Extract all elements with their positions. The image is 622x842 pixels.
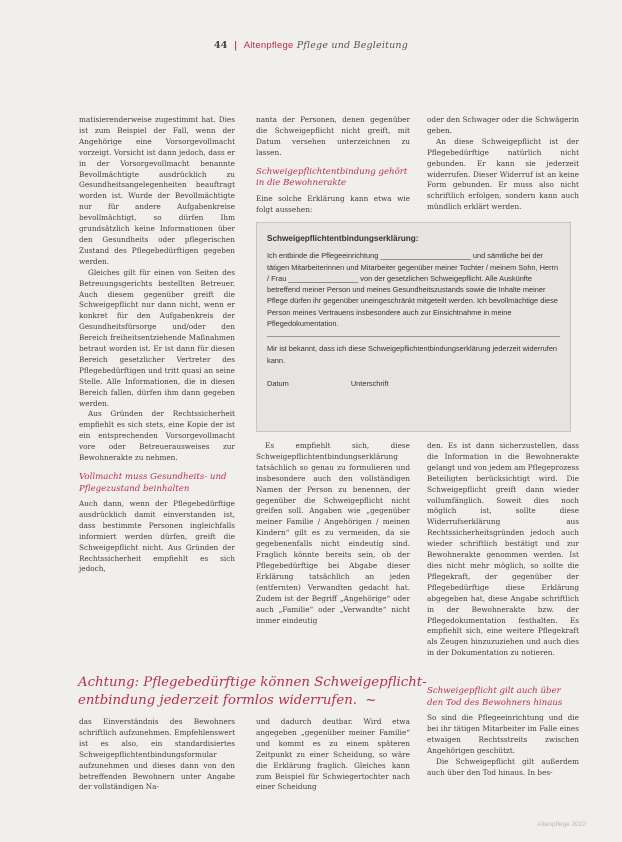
column-2-bottom — [256, 717, 410, 793]
column-1-top — [79, 115, 235, 575]
date-label: Datum — [267, 378, 289, 388]
running-header — [0, 40, 622, 51]
callout-quote — [78, 674, 438, 710]
column-3-middle — [427, 441, 579, 659]
column-2-top — [256, 115, 410, 215]
callout-line-text: entbindung jederzeit formlos widerrufen. — [78, 693, 357, 708]
paragraph: Die Schweigepflicht gilt außerdem auch über den Tod hinaus. In bes- — [427, 756, 579, 777]
page-number: 44 — [213, 40, 228, 51]
paragraph: Eine solche Erklärung kann etwa wie folgt aussehen: — [256, 193, 410, 214]
form-revoke-note: Mir ist bekannt, dass ich diese Schweigepflichtentbindungserklärung jederzeit widerrufen kann. — [267, 344, 558, 365]
column-3-bottom — [427, 686, 579, 778]
divider — [267, 336, 560, 337]
paragraph: oder den Schwager oder die Schwägerin geben. — [427, 115, 579, 135]
paragraph: nanta der Personen, denen gegenüber die Schweigepflicht nicht greift, mit Datum versehen unterzeichnen zu lassen. — [256, 115, 410, 157]
header-separator: | — [233, 40, 238, 51]
paragraph: An diese Schweigepflicht ist der Pflegebedürftige natürlich nicht gebunden. Er kann sie jederzeit widerrufen. Dieser Widerruf ist an keine Form gebunden. Er muss also nicht schriftlich erfolgen, sondern kann auch mündlich erklärt werden. — [427, 136, 579, 212]
footer-text: Altenpflege 2022 — [537, 821, 586, 828]
signature-label: Unterschrift — [350, 378, 389, 388]
paragraph: Gleiches gilt für einen von Seiten des Betreuungsgerichts bestellten Betreuer. Auch diesem gegenüber greift die Schweigepflicht nur dann nicht, wenn er konkret für den Aufgabenkreis der Gesundheitsfürsorge und/oder den Bereich freiheitsentziehende Maßnahmen betraut worden ist. Er ist dann für diesen Bereich gesetzlicher Vertreter des Pflegebedürftigen und tritt quasi an seine Stelle. Alle Informationen, die in diesen Bereich fallen, dürfen ihm dann gegeben werden. — [79, 267, 235, 408]
paragraph: Es empfiehlt sich, diese Schweigepflichtentbindungserklärung tatsächlich so genau zu formulieren und insbesondere auch den vollständigen Namen der Person zu benennen, der gegenüber die Schweigepflicht nicht greifen soll. Angaben wie „gegenüber meiner Familie / Angehörigen / meinen Kindern“ gilt es zu vermeiden, da sie gegebenenfalls nicht eindeutig sind. Fraglich könnte bereits sein, ob der Pflegebedürftige bei Abgabe dieser Erklärung tatsächlich an jeden (entfernten) Verwandten gedacht hat. Zudem ist der Begriff „Angehörige“ oder auch „Familie“ oder „Verwandte“ nicht immer eindeutig — [256, 441, 410, 625]
column-2-middle — [256, 441, 410, 626]
form-body: Ich entbinde die Pflegeeinrichtung ______________________ und sämtliche bei der tätigen Mitarbeiterinnen und Mitarbeiter gegenüber meiner Tochter / meinem Sohn, Herrn / Frau _________________ von der gesetzlichen Schweigepflicht. Alle Auskünfte betreffend meiner Person und meines Gesundheitszustands sowie die Inhalte meiner Pflege dürfen ihr gegenüber uneingeschränkt mitgeteilt werden. Ich bevollmächtige diese Person meines Vertrauens insbesondere auch zur Einsichtnahme in meine Pflegedokumentation. — [267, 251, 559, 329]
paragraph: das Einverständnis des Bewohners schriftlich aufzunehmen. Empfehlenswert ist es also, ein standardisiertes Schweigepflichtentbindungsformular aufzunehmen und dieses dann von den betreffenden Bewohnern unter Angabe der vollständigen Na- — [79, 717, 235, 792]
paragraph: matisierenderweise zugestimmt hat. Dies ist zum Beispiel der Fall, wenn der Angehörige eine Vorsorgevollmacht vorzeigt. Vorsicht ist dann jedoch, dass er in der Vorsorgevollmacht benannte Bevollmächtigte ausdrücklich zu Gesundheitsangelegenheiten beauftragt worden ist. Wurde der Bevollmächtigte nur für andere Aufgabenkreise bevollmächtigt, so dürfen Ihm grundsätzlich keine Informationen über den Gesundheits oder pflegerischen Zustand des Pflegebedürftigen gegeben werden. — [79, 115, 235, 266]
column-3-top — [427, 115, 579, 213]
subheading: Vollmacht muss Gesundheits- und Pflegezustand beinhalten — [79, 472, 227, 494]
callout-line: Achtung: Pflegebedürftige können Schweigepflicht- — [78, 675, 427, 690]
paragraph: und dadurch deutbar. Wird etwa angegeben „gegenüber meiner Familie“ und kommt es zu einem späteren Zeitpunkt zu einer Scheidung, so wäre die Erklärung fraglich. Gleiches kann zum Beispiel für Schwiegertochter nach einer Scheidung — [256, 717, 410, 792]
signature-row — [267, 378, 560, 389]
subheading: Schweigepflichtentbindung gehört in die Bewohnerakte — [256, 166, 408, 189]
callout-line — [78, 692, 438, 710]
consent-form-box — [256, 222, 571, 432]
ornament-icon: ~ — [365, 693, 377, 708]
paragraph: Auch dann, wenn der Pflegebedürftige ausdrücklich damit einverstanden ist, dass bestimmte Personen ingleichfalls informiert werden dürfen, greift die Schweigepflicht nicht. Aus Gründen der Rechtssicherheit empfiehlt es sich jedoch, — [79, 499, 235, 574]
section-subtitle: Pflege und Begleitung — [296, 40, 409, 51]
subheading: Schweigepflicht gilt auch über den Tod des Bewohners hinaus — [427, 686, 563, 708]
section-name: Altenpflege — [243, 40, 294, 51]
paragraph: Aus Gründen der Rechtssicherheit empfiehlt es sich stets, eine Kopie der ist ein entsprechenden Vorsorgevollmacht vore oder Betreuerausweises zur Bewohnerakte zu nehmen. — [79, 409, 235, 463]
paragraph: So sind die Pflegeeinrichtung und die bei ihr tätigen Mitarbeiter im Falle eines etwaigen Rechtsstreits zwischen Angehörigen geschützt. — [427, 713, 579, 755]
form-title: Schweigepflichtentbindungserklärung: — [267, 234, 419, 243]
paragraph: den. Es ist dann sicherzustellen, dass die Information in die Bewohnerakte gelangt und von jedem am Pflegeprozess Beteiligten berücksichtigt wird. Die Schweigepflicht greift dann wieder vollumfänglich. Soweit dies noch möglich ist, sollte diese Widerrufserklärung aus Rechtssicherheitsgründen jedoch auch wieder schriftlich bestätigt und zur Bewohnerakte genommen werden. Ist dies nicht mehr möglich, so sollte die Pflegekraft, der gegenüber der Pflegebedürftige diese Erklärung abgegeben hat, diese Angabe schriftlich in der Bewohnerakte bzw. der Pflegedokumentation festhalten. Es empfiehlt sich, eine weitere Pflegekraft als Zeugen hinzuzuziehen und auch dies in der Dokumentation zu notieren. — [427, 441, 579, 658]
column-1-bottom — [79, 717, 235, 793]
